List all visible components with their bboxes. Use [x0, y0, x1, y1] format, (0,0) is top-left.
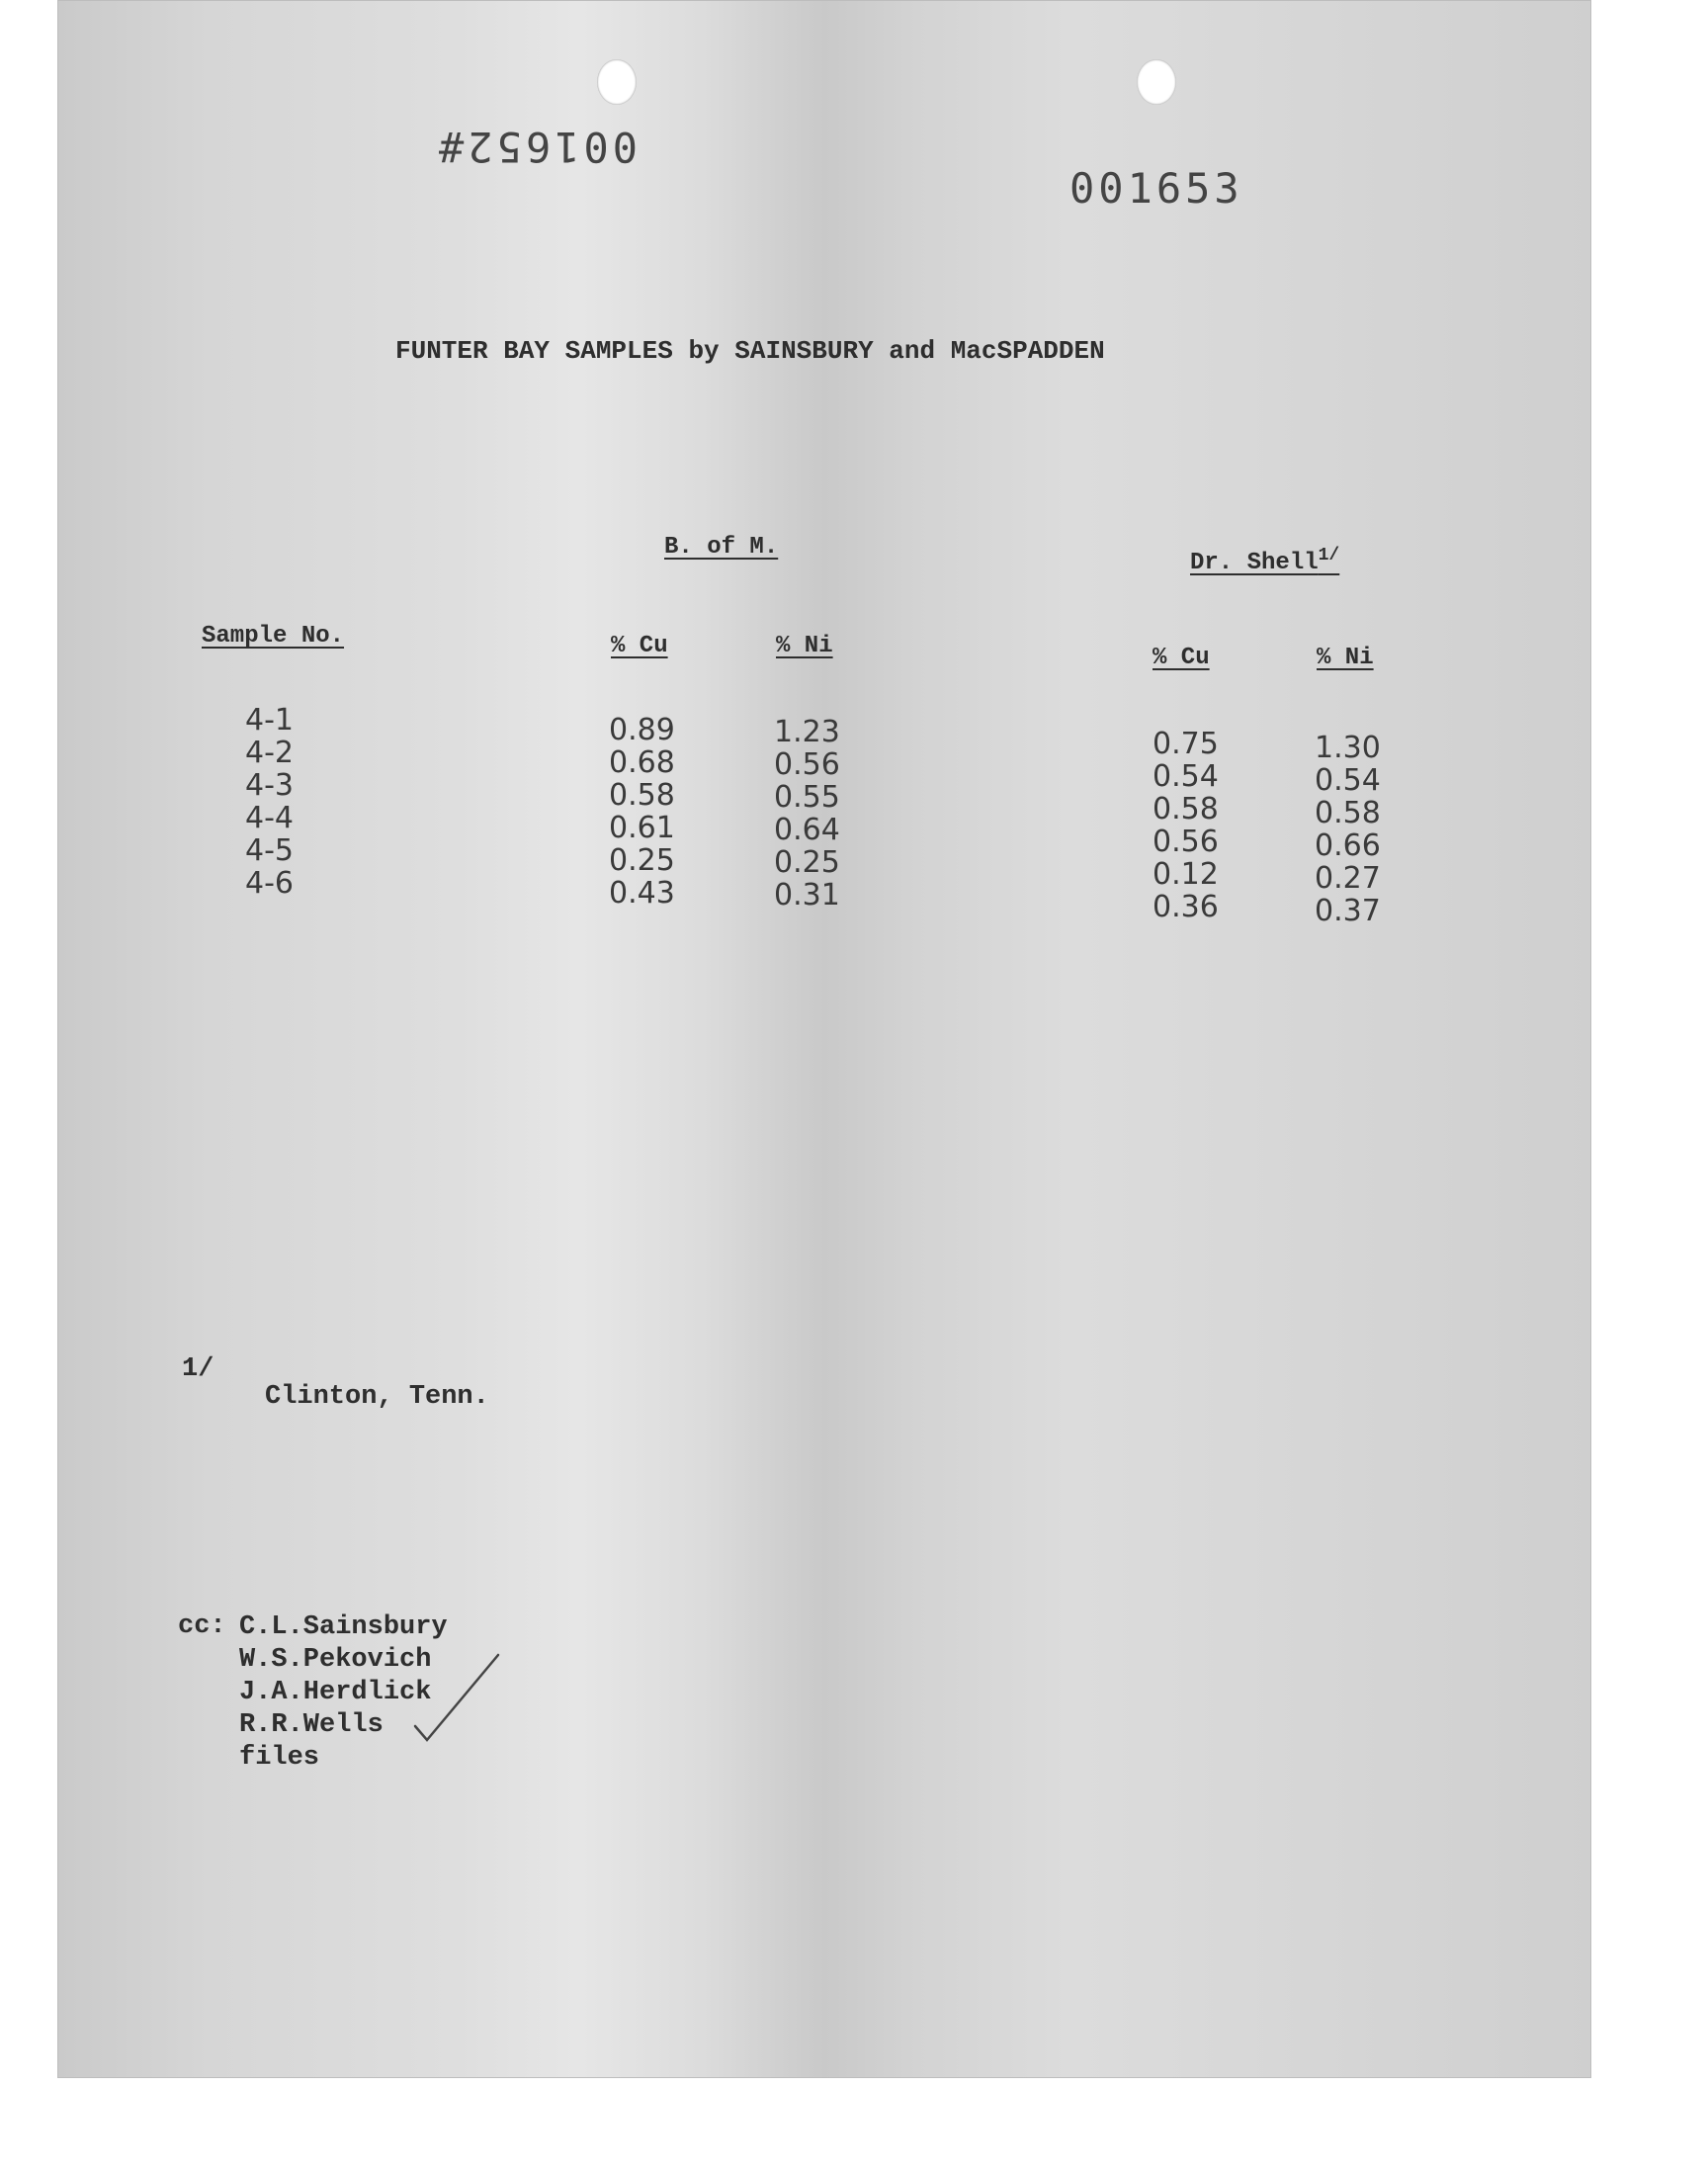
cc-recipient: C.L.Sainsbury: [239, 1612, 448, 1642]
cc-recipient: files: [239, 1743, 320, 1773]
table-cell-bom-cu: 0.25: [609, 843, 675, 878]
table-cell-bom-ni: 1.23: [774, 715, 840, 749]
table-cell-bom-cu: 0.43: [609, 876, 675, 911]
stamp-number-upside-down: 001652#: [435, 123, 639, 171]
table-cell-shell-cu: 0.75: [1153, 727, 1219, 761]
table-cell-bom-ni: 0.55: [774, 780, 840, 815]
table-cell-sample: 4-1: [245, 703, 294, 738]
table-cell-sample: 4-3: [245, 768, 294, 803]
column-header-shell-cu: % Cu: [1153, 645, 1210, 671]
table-cell-sample: 4-6: [245, 866, 294, 901]
table-cell-shell-ni: 1.30: [1315, 731, 1381, 765]
table-cell-shell-cu: 0.36: [1153, 890, 1219, 924]
sample-column: [245, 704, 294, 900]
column-header-bom-ni: % Ni: [776, 633, 833, 659]
table-cell-shell-cu: 0.12: [1153, 857, 1219, 892]
column-header-bom-cu: % Cu: [611, 633, 668, 659]
table-cell-sample: 4-4: [245, 801, 294, 835]
table-cell-bom-ni: 0.64: [774, 813, 840, 847]
table-cell-shell-ni: 0.37: [1315, 894, 1381, 928]
cc-recipient: J.A.Herdlick: [239, 1678, 432, 1707]
group-header-shell: [1190, 546, 1339, 576]
group-header-shell-label: Dr. Shell: [1190, 550, 1319, 576]
bom-ni-column: [774, 716, 840, 912]
table-cell-bom-ni: 0.25: [774, 845, 840, 880]
table-cell-bom-cu: 0.58: [609, 778, 675, 813]
table-cell-bom-cu: 0.68: [609, 745, 675, 780]
column-header-sample: Sample No.: [202, 623, 345, 650]
table-cell-shell-cu: 0.54: [1153, 759, 1219, 794]
stamp-number: 001653: [1069, 164, 1243, 213]
footnote-text: Clinton, Tenn.: [265, 1382, 489, 1412]
table-cell-bom-cu: 0.61: [609, 811, 675, 845]
footnote-mark: 1/: [182, 1354, 214, 1384]
document-title: FUNTER BAY SAMPLES by SAINSBURY and MacSPADDEN: [395, 336, 1105, 366]
shell-cu-column: [1153, 728, 1219, 923]
column-header-shell-ni: % Ni: [1317, 645, 1374, 671]
cc-recipient: R.R.Wells: [239, 1710, 384, 1740]
table-cell-shell-ni: 0.54: [1315, 763, 1381, 798]
table-cell-shell-ni: 0.27: [1315, 861, 1381, 896]
cc-label: cc:: [178, 1611, 226, 1641]
punch-hole-left: [597, 59, 637, 105]
group-header-bom: B. of M.: [664, 534, 779, 561]
bom-cu-column: [609, 714, 675, 910]
punch-hole-right: [1137, 59, 1176, 105]
table-cell-sample: 4-2: [245, 736, 294, 770]
shell-footnote-mark: 1/: [1318, 546, 1340, 566]
table-cell-shell-ni: 0.66: [1315, 828, 1381, 863]
table-cell-sample: 4-5: [245, 833, 294, 868]
table-cell-shell-cu: 0.58: [1153, 792, 1219, 826]
table-cell-shell-cu: 0.56: [1153, 825, 1219, 859]
shell-ni-column: [1315, 732, 1381, 927]
table-cell-bom-ni: 0.31: [774, 878, 840, 913]
cc-recipient: W.S.Pekovich: [239, 1645, 432, 1675]
table-cell-bom-cu: 0.89: [609, 713, 675, 747]
handwritten-checkmark-icon: [407, 1649, 506, 1758]
table-cell-bom-ni: 0.56: [774, 747, 840, 782]
table-cell-shell-ni: 0.58: [1315, 796, 1381, 830]
